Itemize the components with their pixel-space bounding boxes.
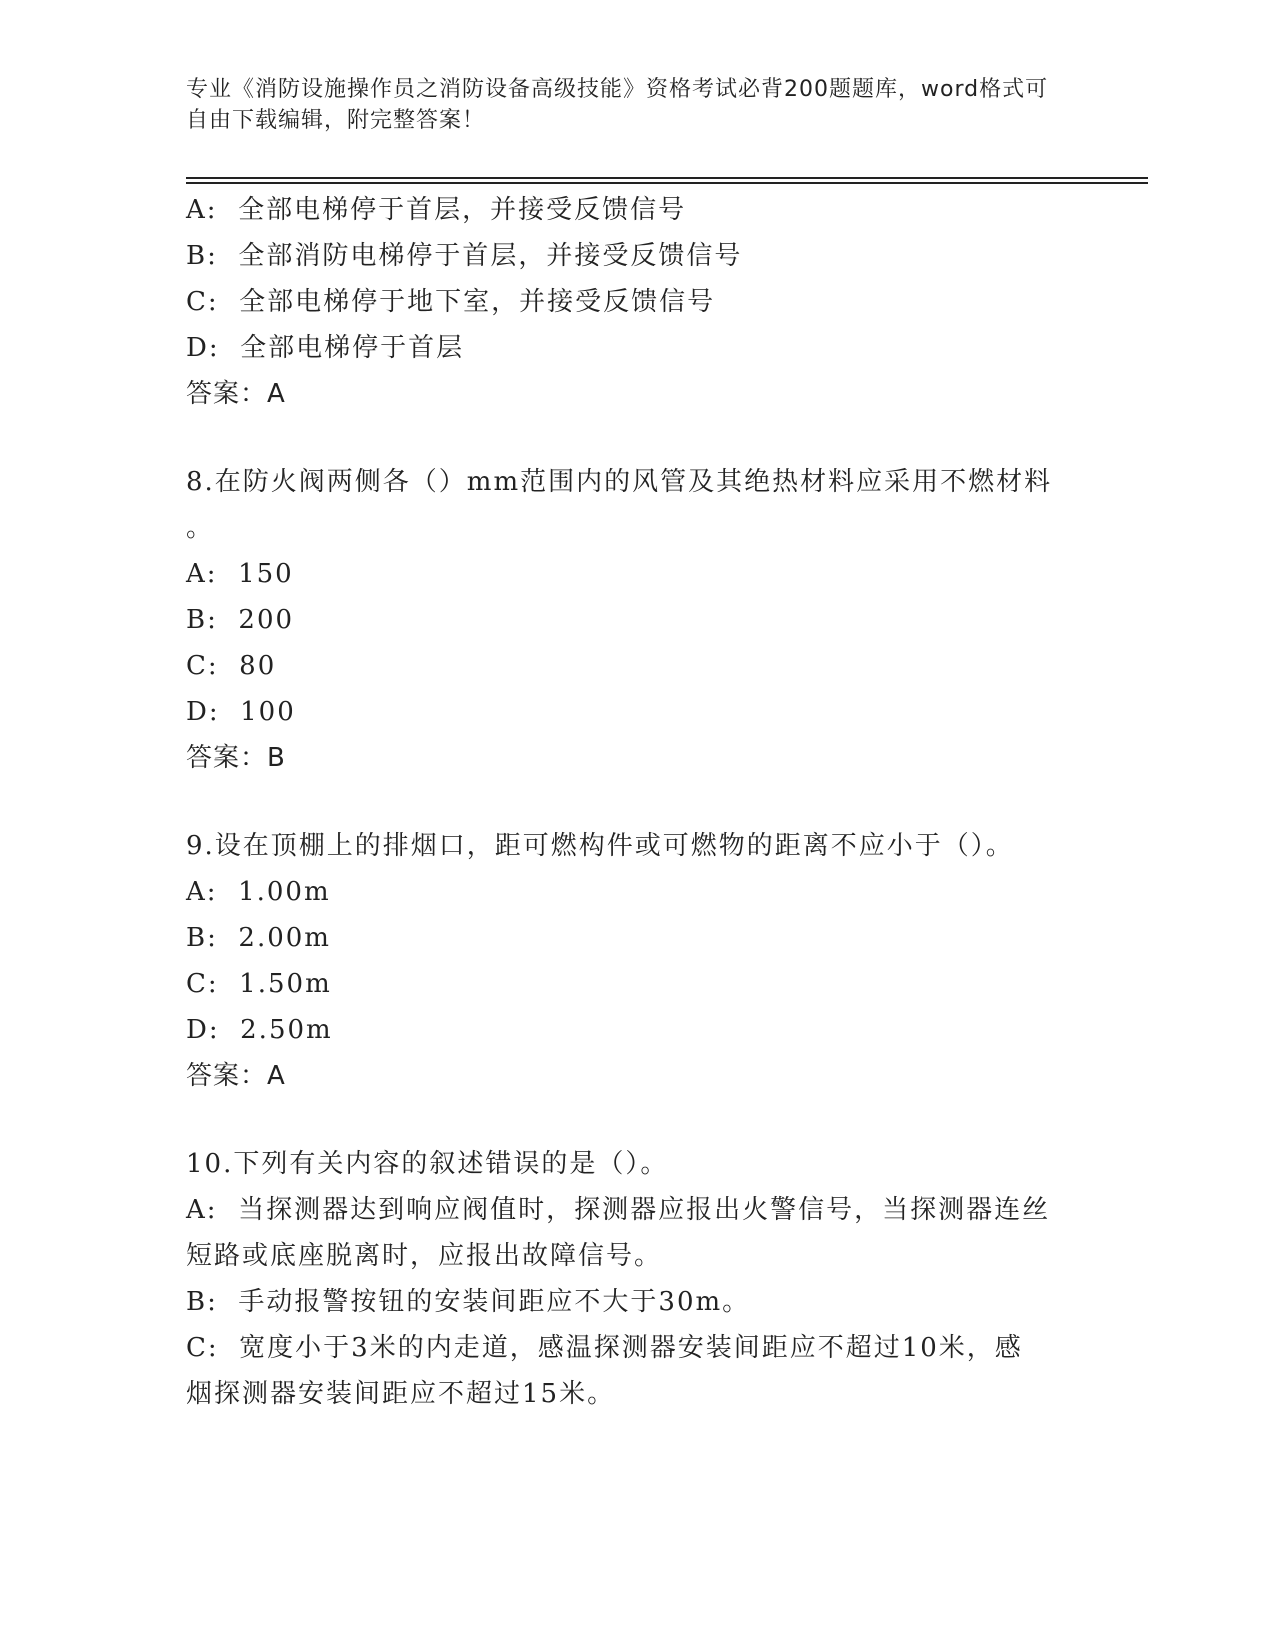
option-b: B: 2.00m xyxy=(186,923,331,953)
option-d: D: 2.50m xyxy=(186,1015,333,1045)
question-stem-continuation: 。 xyxy=(186,513,215,543)
option-a-continuation: 短路或底座脱离时，应报出故障信号。 xyxy=(186,1241,663,1271)
question-9 xyxy=(186,823,1086,1099)
option-b: B: 200 xyxy=(186,605,295,635)
option-c: C: 全部电梯停于地下室，并接受反馈信号 xyxy=(186,287,716,317)
option-a: A: 150 xyxy=(186,559,294,589)
answer: 答案：B xyxy=(186,743,286,773)
option-d: D: 全部电梯停于首层 xyxy=(186,333,465,363)
spacer xyxy=(186,1099,1086,1141)
option-c: C: 80 xyxy=(186,651,277,681)
question-stem: 10.下列有关内容的叙述错误的是（）。 xyxy=(186,1149,669,1179)
header-rule-top xyxy=(186,177,1148,179)
question-7 xyxy=(186,187,1086,417)
option-b: B: 全部消防电梯停于首层，并接受反馈信号 xyxy=(186,241,743,271)
question-stem: 9.设在顶棚上的排烟口，距可燃构件或可燃物的距离不应小于（）。 xyxy=(186,831,1014,861)
header-rule-bottom xyxy=(186,182,1148,184)
question-stem: 8.在防火阀两侧各（）mm范围内的风管及其绝热材料应采用不燃材料 xyxy=(186,467,1053,497)
spacer xyxy=(186,417,1086,459)
option-a: A: 全部电梯停于首层，并接受反馈信号 xyxy=(186,195,687,225)
option-c: C: 1.50m xyxy=(186,969,332,999)
option-a: A: 当探测器达到响应阀值时，探测器应报出火警信号，当探测器连丝 xyxy=(186,1195,1051,1225)
answer: 答案：A xyxy=(186,1061,286,1091)
question-10 xyxy=(186,1141,1086,1417)
option-c-continuation: 烟探测器安装间距应不超过15米。 xyxy=(186,1379,616,1409)
question-8 xyxy=(186,459,1086,781)
option-a: A: 1.00m xyxy=(186,877,331,907)
option-d: D: 100 xyxy=(186,697,296,727)
option-b: B: 手动报警按钮的安装间距应不大于30m。 xyxy=(186,1287,751,1317)
question-content xyxy=(186,187,1086,1417)
document-header: 专业《消防设施操作员之消防设备高级技能》资格考试必背200题题库，word格式可自由下载编辑，附完整答案！ xyxy=(186,77,1049,133)
option-c: C: 宽度小于3米的内走道，感温探测器安装间距应不超过10米，感 xyxy=(186,1333,1023,1363)
spacer xyxy=(186,781,1086,823)
answer: 答案：A xyxy=(186,379,286,409)
